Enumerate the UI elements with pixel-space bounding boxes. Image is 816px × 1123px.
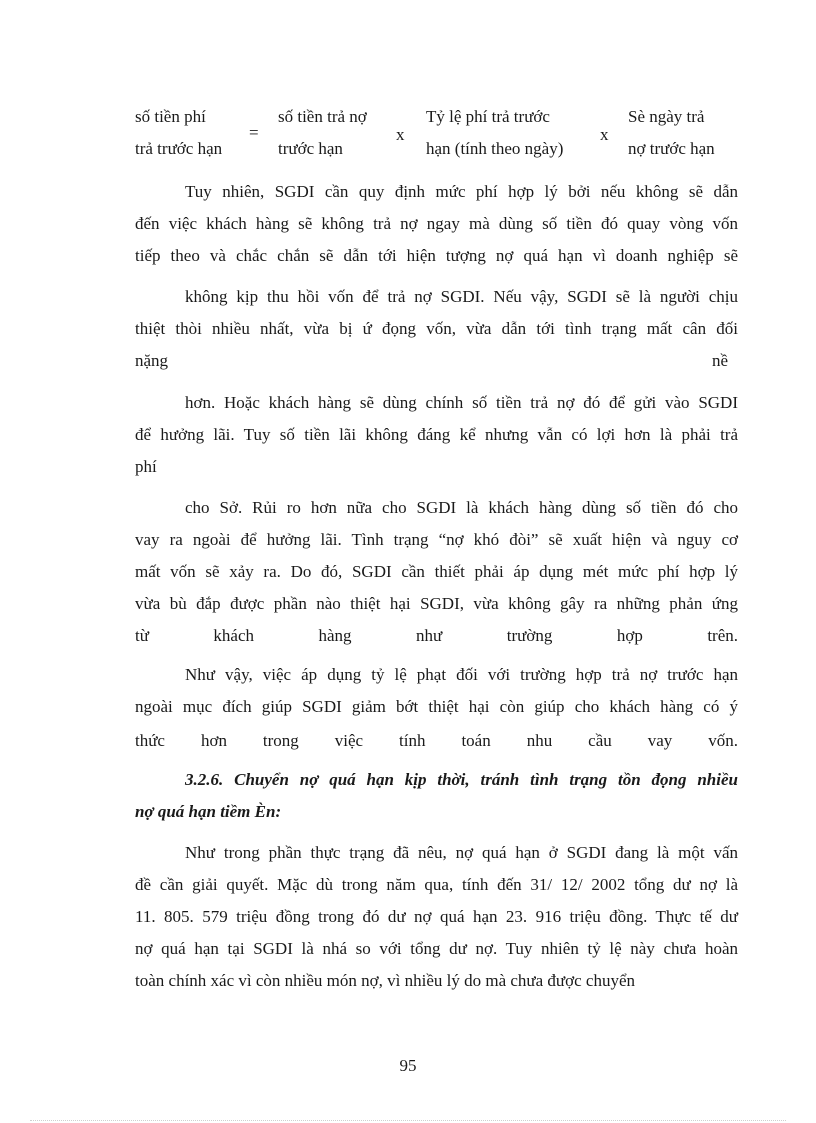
heading-line-2: nợ quá hạn tiềm Èn:	[135, 802, 282, 821]
formula-left-bottom: trả trước hạn	[135, 139, 223, 158]
text-line: tiếp theo và chắc chắn sẽ dẫn tới hiện tượng nợ quá hạn vì doanh nghiệp sẽ	[135, 246, 738, 265]
text-line: vay ra ngoài để hưởng lãi. Tình trạng “nợ khó đòi” sẽ xuất hiện và nguy cơ	[135, 530, 738, 549]
text-line: đề cần giải quyết. Mặc dù trong năm qua, tính đến 31/ 12/ 2002 tổng dư nợ là	[135, 875, 738, 894]
formula-times-1: x	[396, 125, 405, 144]
formula-term1-top: số tiền trả nợ	[278, 107, 367, 126]
formula-equals: =	[249, 123, 259, 142]
formula-term2-top: Tỷ lệ phí trả trước	[426, 107, 550, 126]
text-line: Như trong phần thực trạng đã nêu, nợ quá hạn ở SGDI đang là một vấn	[185, 843, 738, 862]
text-line: cho Sở. Rủi ro hơn nữa cho SGDI là khách hàng dùng số tiền đó cho	[185, 498, 738, 517]
text-line: Như vậy, việc áp dụng tỷ lệ phạt đối với trường hợp trả nợ trước hạn	[185, 665, 738, 684]
heading-line-1: 3.2.6. Chuyển nợ quá hạn kịp thời, tránh tình trạng tồn đọng nhiều	[185, 770, 738, 789]
formula-term1-bottom: trước hạn	[278, 139, 343, 158]
text-line: 11. 805. 579 triệu đồng trong đó dư nợ quá hạn 23. 916 triệu đồng. Thực tế dư	[135, 907, 738, 926]
text-line: từ khách hàng như trường hợp trên.	[135, 626, 738, 645]
formula-term2-bottom: hạn (tính theo ngày)	[426, 139, 564, 158]
text-line: hơn. Hoặc khách hàng sẽ dùng chính số tiền trả nợ đó để gửi vào SGDI	[185, 393, 738, 412]
text-line: không kịp thu hồi vốn để trả nợ SGDI. Nếu vậy, SGDI sẽ là người chịu	[185, 287, 738, 306]
text-line: vừa bù đắp được phần nào thiệt hại SGDI, vừa không gây ra những phản ứng	[135, 594, 738, 613]
text-line: nặng	[135, 351, 169, 370]
text-line: toàn chính xác vì còn nhiều món nợ, vì nhiều lý do mà chưa được chuyển	[135, 971, 636, 990]
text-line: ngoài mục đích giúp SGDI giảm bớt thiệt hại còn giúp cho khách hàng có ý	[135, 697, 738, 716]
text-line: mất vốn sẽ xảy ra. Do đó, SGDI cần thiết phải áp dụng mét mức phí hợp lý	[135, 562, 738, 581]
text-line: phí	[135, 457, 157, 476]
formula-term3-top: Sè ngày trả	[628, 107, 705, 126]
formula-term3-bottom: nợ trước hạn	[628, 139, 715, 158]
text-line: nề	[712, 351, 729, 370]
text-line: để hưởng lãi. Tuy số tiền lãi không đáng kể nhưng vẫn có lợi hơn là phải trả	[135, 425, 738, 444]
formula-left-top: số tiền phí	[135, 107, 206, 126]
page-bottom-rule	[30, 1120, 786, 1121]
formula-times-2: x	[600, 125, 609, 144]
text-line: Tuy nhiên, SGDI cần quy định mức phí hợp lý bởi nếu không sẽ dẫn	[185, 182, 738, 201]
text-line: nợ quá hạn tại SGDI là nhá so với tổng dư nợ. Tuy nhiên tỷ lệ này chưa hoàn	[135, 939, 738, 958]
text-line: đến việc khách hàng sẽ không trả nợ ngay mà dùng số tiền đó quay vòng vốn	[135, 214, 738, 233]
text-line: thiệt thòi nhiều nhất, vừa bị ứ đọng vốn, vừa dẫn tới tình trạng mất cân đối	[135, 319, 738, 338]
text-line: thức hơn trong việc tính toán nhu cầu vay vốn.	[135, 731, 738, 750]
page-number: 95	[399, 1056, 417, 1075]
